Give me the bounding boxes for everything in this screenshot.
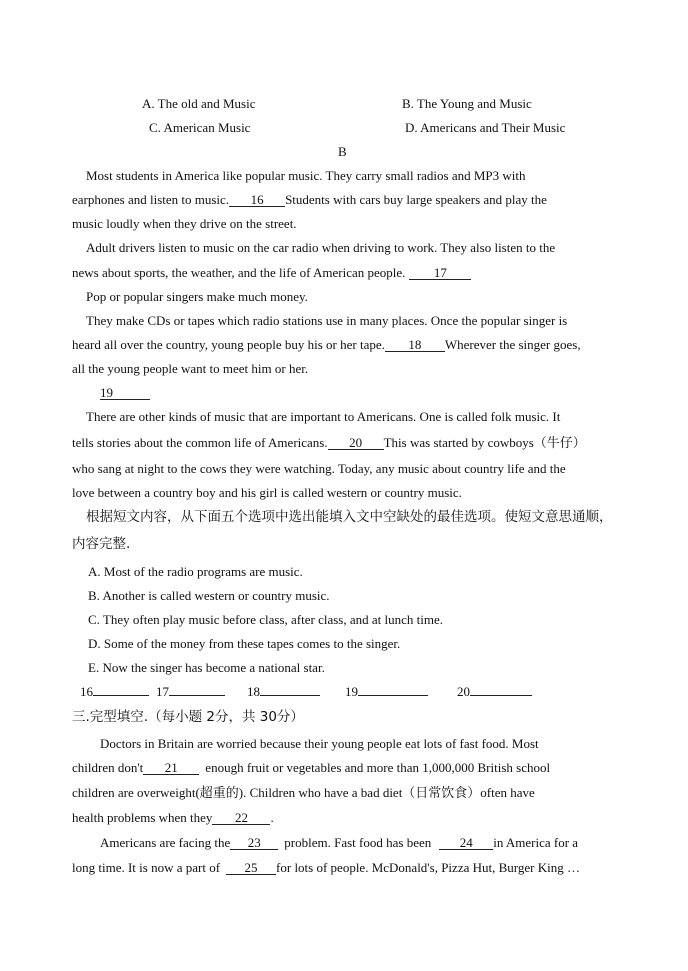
passage-text: This was started by cowboys（牛仔）	[383, 435, 586, 450]
choice-d: D. Some of the money from these tapes comes to the singer.	[88, 636, 401, 651]
answer-line[interactable]	[169, 695, 225, 696]
passage-text: enough fruit or vegetables and more than 1,000,000 British school	[205, 760, 551, 775]
section-3-title: 三.完型填空.（每小题 2分，共 30分）	[72, 709, 304, 725]
blank-24[interactable]: 24	[439, 837, 493, 850]
passage-text: long time. It is now a part of	[72, 860, 221, 875]
passage-line	[72, 436, 586, 450]
blank-21[interactable]: 21	[143, 762, 199, 775]
passage-text: news about sports, the weather, and the life of American people.	[72, 265, 406, 280]
passage-text: .	[270, 810, 274, 825]
answer-number: 18	[247, 684, 260, 699]
blank-22[interactable]: 22	[212, 812, 270, 825]
passage-line	[100, 836, 578, 850]
passage-line: Most students in America like popular music. They carry small radios and MP3 with	[86, 168, 526, 183]
blank-19[interactable]: 19	[100, 387, 150, 400]
passage-line: who sang at night to the cows they were watching. Today, any music about country life and the	[72, 461, 566, 476]
instruction-line: 内容完整.	[72, 536, 131, 552]
passage-line: There are other kinds of music that are important to Americans. One is called folk music. It	[86, 409, 561, 424]
answer-blank-16[interactable]	[80, 685, 149, 698]
blank-18[interactable]: 18	[385, 339, 445, 352]
passage-text: Wherever the singer goes,	[444, 337, 581, 352]
answer-blank-18[interactable]	[247, 685, 320, 698]
passage-line	[72, 861, 580, 875]
passage-line: love between a country boy and his girl is called western or country music.	[72, 485, 462, 500]
answer-line[interactable]	[93, 695, 149, 696]
passage-line	[72, 193, 547, 207]
answer-number: 20	[457, 684, 470, 699]
option-d-prev: D. Americans and Their Music	[405, 120, 566, 135]
passage-text: for lots of people. McDonald's, Pizza Hut, Burger King …	[276, 860, 580, 875]
answer-blank-19[interactable]	[345, 685, 428, 698]
passage-text: earphones and listen to music.	[72, 192, 230, 207]
passage-line: all the young people want to meet him or her.	[72, 361, 309, 376]
choice-c: C. They often play music before class, after class, and at lunch time.	[88, 612, 443, 627]
passage-text: in America for a	[493, 835, 579, 850]
passage-line	[100, 386, 150, 400]
answer-line[interactable]	[260, 695, 320, 696]
answer-number: 19	[345, 684, 358, 699]
blank-25[interactable]: 25	[226, 862, 276, 875]
passage-text: problem. Fast food has been	[284, 835, 432, 850]
answer-blank-17[interactable]	[156, 685, 225, 698]
passage-line: Pop or popular singers make much money.	[86, 289, 308, 304]
blank-20[interactable]: 20	[328, 437, 384, 450]
blank-23[interactable]: 23	[230, 837, 278, 850]
answer-line[interactable]	[470, 695, 532, 696]
answer-line[interactable]	[358, 695, 428, 696]
option-a-prev: A. The old and Music	[142, 96, 256, 111]
choice-b: B. Another is called western or country music.	[88, 588, 330, 603]
instruction-line: 根据短文内容，从下面五个选项中选出能填入文中空缺处的最佳选项。使短文意思通顺，	[86, 509, 613, 525]
passage-text: tells stories about the common life of Americans.	[72, 435, 328, 450]
blank-16[interactable]: 16	[229, 194, 285, 207]
answer-blank-20[interactable]	[457, 685, 532, 698]
choice-a: A. Most of the radio programs are music.	[88, 564, 303, 579]
passage-text: Students with cars buy large speakers and play the	[285, 192, 547, 207]
passage-line	[72, 811, 274, 825]
passage-line: They make CDs or tapes which radio stations use in many places. Once the popular singer is	[86, 313, 568, 328]
passage-text: health problems when they	[72, 810, 213, 825]
blank-17[interactable]: 17	[409, 267, 471, 280]
option-c-prev: C. American Music	[149, 120, 251, 135]
passage-line	[72, 338, 581, 352]
passage-line: music loudly when they drive on the street.	[72, 216, 297, 231]
choice-e: E. Now the singer has become a national star.	[88, 660, 325, 675]
passage-text: Americans are facing the	[100, 835, 231, 850]
passage-line	[72, 266, 471, 280]
passage-line: Doctors in Britain are worried because their young people eat lots of fast food. Most	[100, 736, 539, 751]
option-b-prev: B. The Young and Music	[402, 96, 532, 111]
passage-line: children are overweight(超重的). Children who have a bad diet（日常饮食）often have	[72, 785, 535, 800]
passage-line	[72, 761, 550, 775]
answer-number: 17	[156, 684, 169, 699]
answer-number: 16	[80, 684, 93, 699]
passage-text: children don't	[72, 760, 144, 775]
section-b-label: B	[338, 144, 347, 159]
passage-line: Adult drivers listen to music on the car radio when driving to work. They also listen to the	[86, 240, 556, 255]
passage-text: heard all over the country, young people buy his or her tape.	[72, 337, 385, 352]
